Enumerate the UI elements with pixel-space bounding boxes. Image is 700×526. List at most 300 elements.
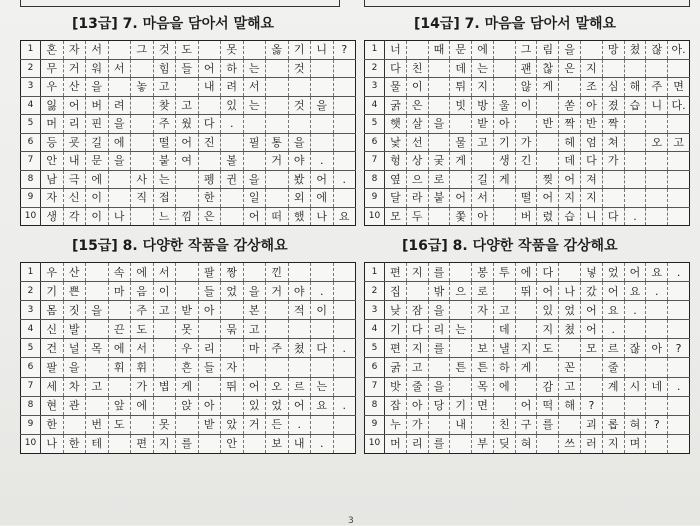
row-number: 1: [365, 41, 385, 60]
grid-cell: 이: [86, 207, 109, 226]
grid-cell: 신: [41, 320, 64, 339]
grid-row: [21, 282, 356, 301]
grid-cell: [131, 415, 154, 434]
grid-cell: [266, 59, 289, 78]
grid-cell: 머: [385, 434, 407, 453]
grid-cell: .: [288, 415, 311, 434]
grid-cell: [176, 282, 199, 301]
grid-cell: [450, 301, 472, 320]
grid-cell: 엄: [581, 133, 603, 152]
grid-cell: [559, 78, 581, 97]
grid-cell: 혼: [41, 41, 64, 60]
grid-row: [365, 396, 690, 415]
row-number: 7: [365, 152, 385, 171]
grid-cell: 구: [515, 415, 537, 434]
grid-cell: 등: [41, 133, 64, 152]
grid-cell: 서: [108, 59, 131, 78]
grid-cell: [311, 78, 334, 97]
grid-cell: 이: [311, 301, 334, 320]
grid-cell: [515, 377, 537, 396]
grid-cell: .: [221, 115, 244, 134]
row-number: 1: [365, 263, 385, 282]
grid-cell: 야: [288, 282, 311, 301]
grid-cell: 본: [243, 301, 266, 320]
grid-cell: 으: [406, 170, 428, 189]
grid-cell: 는: [153, 170, 176, 189]
grid-cell: 봉: [472, 263, 494, 282]
grid-cell: [108, 434, 131, 453]
row-number: 7: [365, 377, 385, 396]
grid-row: [365, 133, 690, 152]
writing-grid-15: [20, 262, 356, 454]
grid-row: [21, 339, 356, 358]
grid-cell: [515, 115, 537, 134]
grid-cell: 조: [581, 78, 603, 97]
grid-cell: 짝: [559, 115, 581, 134]
grid-cell: [176, 189, 199, 208]
grid-cell: 가: [602, 152, 624, 171]
row-number: 3: [365, 301, 385, 320]
grid-cell: 번: [86, 415, 109, 434]
grid-cell: 문: [86, 152, 109, 171]
grid-cell: 은: [198, 207, 221, 226]
grid-cell: 요: [602, 301, 624, 320]
grid-cell: 목: [472, 377, 494, 396]
grid-cell: 지: [537, 320, 559, 339]
grid-cell: 는: [311, 377, 334, 396]
grid-cell: 르: [288, 377, 311, 396]
grid-cell: 내: [198, 78, 221, 97]
grid-cell: 주: [131, 301, 154, 320]
grid-cell: 는: [243, 59, 266, 78]
row-number: 9: [21, 189, 41, 208]
grid-row: [365, 339, 690, 358]
grid-cell: [198, 41, 221, 60]
grid-cell: .: [668, 263, 690, 282]
grid-cell: [176, 170, 199, 189]
grid-row: [21, 320, 356, 339]
grid-cell: 에: [131, 263, 154, 282]
grid-cell: 서: [86, 41, 109, 60]
grid-cell: 을: [108, 115, 131, 134]
grid-cell: 받: [176, 301, 199, 320]
grid-cell: 한: [41, 415, 64, 434]
grid-cell: [86, 320, 109, 339]
grid-cell: 이: [153, 282, 176, 301]
grid-cell: 팔: [41, 358, 64, 377]
grid-cell: 투: [493, 263, 515, 282]
grid-cell: 이: [86, 189, 109, 208]
grid-cell: [288, 320, 311, 339]
grid-cell: [668, 170, 690, 189]
grid-cell: 필: [243, 133, 266, 152]
grid-cell: 두: [406, 207, 428, 226]
grid-cell: 고: [559, 377, 581, 396]
grid-cell: 우: [41, 263, 64, 282]
grid-cell: 지: [153, 434, 176, 453]
grid-cell: 습: [624, 96, 646, 115]
grid-cell: 아: [581, 96, 603, 115]
grid-cell: 요: [338, 209, 350, 223]
grid-cell: 모: [385, 207, 407, 226]
grid-cell: [266, 358, 289, 377]
grid-cell: 든: [266, 415, 289, 434]
row-number: 10: [21, 434, 41, 453]
previous-table-edge-left: [20, 0, 340, 7]
grid-cell: [646, 152, 668, 171]
grid-cell: 을: [63, 358, 86, 377]
grid-cell: 아: [406, 396, 428, 415]
grid-cell: 받: [198, 415, 221, 434]
row-number: 5: [365, 115, 385, 134]
grid-cell: 리: [428, 320, 450, 339]
grid-cell: 이: [406, 78, 428, 97]
grid-cell: 발: [63, 320, 86, 339]
row-number: 10: [21, 207, 41, 226]
grid-cell: [153, 396, 176, 415]
grid-cell: 져: [581, 170, 603, 189]
grid-cell: 꼰: [559, 358, 581, 377]
grid-cell: 면: [472, 396, 494, 415]
grid-cell: 다: [311, 339, 334, 358]
grid-cell: [243, 41, 266, 60]
writing-grid-16: [364, 262, 690, 454]
grid-cell: 몸: [41, 301, 64, 320]
grid-cell: 로: [428, 170, 450, 189]
grid-cell: 을: [428, 301, 450, 320]
row-number: 7: [21, 377, 41, 396]
grid-cell: 않: [515, 78, 537, 97]
grid-cell: 을: [86, 78, 109, 97]
grid-cell: 도: [537, 339, 559, 358]
grid-cell: 흔: [176, 358, 199, 377]
row-number: 8: [21, 170, 41, 189]
grid-cell: 지: [581, 189, 603, 208]
grid-cell: [333, 59, 356, 78]
grid-cell: 을: [108, 152, 131, 171]
grid-cell: [537, 358, 559, 377]
grid-cell: 앉: [176, 396, 199, 415]
grid-cell: 힘: [153, 59, 176, 78]
grid-cell: 어: [243, 207, 266, 226]
grid-cell: 를: [428, 434, 450, 453]
grid-cell: 건: [41, 339, 64, 358]
grid-cell: 는: [472, 59, 494, 78]
grid-row: [365, 415, 690, 434]
grid-cell: [668, 301, 690, 320]
grid-cell: 우: [41, 78, 64, 97]
grid-cell: 다.: [668, 96, 690, 115]
grid-cell: 각: [63, 207, 86, 226]
grid-cell: 하: [493, 358, 515, 377]
row-number: 4: [21, 96, 41, 115]
grid-cell: [472, 320, 494, 339]
grid-cell: 리: [198, 339, 221, 358]
grid-cell: 쁜: [63, 282, 86, 301]
grid-cell: 리: [406, 434, 428, 453]
grid-cell: 어: [602, 282, 624, 301]
grid-cell: 에: [472, 41, 494, 60]
grid-cell: [311, 133, 334, 152]
grid-cell: [559, 263, 581, 282]
grid-cell: 산: [63, 78, 86, 97]
grid-cell: 옆: [385, 170, 407, 189]
grid-cell: [221, 339, 244, 358]
grid-cell: [581, 377, 603, 396]
grid-cell: 고: [153, 78, 176, 97]
grid-cell: 선: [406, 133, 428, 152]
grid-cell: 렸: [537, 207, 559, 226]
grid-cell: [624, 115, 646, 134]
grid-cell: 아: [493, 115, 515, 134]
grid-cell: [624, 396, 646, 415]
grid-cell: [515, 320, 537, 339]
grid-cell: [176, 263, 199, 282]
grid-cell: 들: [198, 282, 221, 301]
row-number: 2: [21, 282, 41, 301]
row-number: 6: [21, 358, 41, 377]
grid-cell: 진: [198, 133, 221, 152]
grid-cell: 빗: [450, 96, 472, 115]
grid-cell: 못: [221, 41, 244, 60]
grid-cell: 데: [559, 152, 581, 171]
grid-cell: 쳤: [624, 41, 646, 60]
grid-cell: 서: [153, 263, 176, 282]
writing-grid-14: [364, 40, 690, 226]
grid-cell: 관: [63, 396, 86, 415]
grid-cell: 어: [450, 189, 472, 208]
grid-cell: 튼: [450, 358, 472, 377]
grid-cell: [198, 377, 221, 396]
grid-cell: 니: [646, 96, 668, 115]
grid-cell: [176, 78, 199, 97]
grid-cell: [333, 189, 356, 208]
grid-cell: 에: [108, 133, 131, 152]
grid-cell: 았: [221, 415, 244, 434]
grid-cell: 뛰: [221, 377, 244, 396]
grid-cell: 때: [428, 41, 450, 60]
grid-cell: [493, 78, 515, 97]
grid-cell: 롭: [602, 415, 624, 434]
grid-cell: 튼: [472, 358, 494, 377]
grid-cell: 워: [86, 59, 109, 78]
grid-cell: 했: [288, 207, 311, 226]
grid-cell: [450, 170, 472, 189]
grid-cell: 한: [198, 189, 221, 208]
grid-cell: 도: [176, 41, 199, 60]
grid-row: [21, 434, 356, 453]
grid-cell: [153, 339, 176, 358]
grid-cell: 기: [288, 41, 311, 60]
grid-cell: [624, 152, 646, 171]
grid-cell: .: [311, 282, 334, 301]
grid-cell: 아.: [668, 41, 690, 60]
grid-cell: 있: [221, 96, 244, 115]
grid-cell: 낼: [493, 339, 515, 358]
grid-cell: [63, 415, 86, 434]
grid-cell: 물: [450, 133, 472, 152]
grid-cell: [108, 189, 131, 208]
grid-cell: 에: [108, 339, 131, 358]
grid-cell: 을: [86, 301, 109, 320]
grid-cell: 옳: [266, 41, 289, 60]
grid-cell: [266, 115, 289, 134]
grid-cell: 서: [472, 189, 494, 208]
grid-row: [365, 189, 690, 208]
grid-cell: 도: [131, 320, 154, 339]
grid-cell: 방: [472, 96, 494, 115]
grid-cell: [333, 320, 356, 339]
grid-cell: [108, 78, 131, 97]
grid-cell: [493, 189, 515, 208]
grid-cell: 당: [428, 396, 450, 415]
grid-cell: 펭: [198, 170, 221, 189]
grid-cell: 친: [406, 59, 428, 78]
grid-row: [21, 96, 356, 115]
grid-cell: 귄: [221, 170, 244, 189]
grid-cell: [624, 133, 646, 152]
grid-cell: 테: [86, 434, 109, 453]
grid-row: [21, 115, 356, 134]
grid-cell: 반: [581, 115, 603, 134]
grid-cell: 낌: [176, 207, 199, 226]
grid-cell: [333, 415, 356, 434]
grid-cell: .: [333, 170, 356, 189]
grid-cell: 핀: [86, 115, 109, 134]
grid-cell: [668, 396, 690, 415]
grid-row: [21, 59, 356, 78]
grid-row: [21, 377, 356, 396]
grid-cell: [428, 96, 450, 115]
grid-cell: 내: [288, 434, 311, 453]
grid-cell: 게: [176, 377, 199, 396]
grid-cell: [333, 152, 356, 171]
grid-cell: 지: [515, 339, 537, 358]
grid-cell: 그: [131, 41, 154, 60]
grid-cell: 림: [537, 41, 559, 60]
grid-cell: .: [333, 396, 356, 415]
grid-cell: 을: [243, 170, 266, 189]
grid-cell: 넣: [581, 263, 603, 282]
grid-cell: 해: [624, 78, 646, 97]
grid-row: [365, 207, 690, 226]
grid-cell: [243, 358, 266, 377]
grid-cell: 아: [646, 339, 668, 358]
grid-cell: 오: [646, 133, 668, 152]
grid-cell: [450, 115, 472, 134]
grid-row: [365, 115, 690, 134]
grid-cell: [243, 434, 266, 453]
grid-cell: 잖: [646, 41, 668, 60]
grid-cell: [266, 170, 289, 189]
grid-cell: 남: [41, 170, 64, 189]
row-number: 6: [365, 358, 385, 377]
grid-cell: 려: [221, 78, 244, 97]
grid-cell: [108, 377, 131, 396]
grid-cell: [602, 170, 624, 189]
grid-cell: [333, 377, 356, 396]
grid-cell: [243, 115, 266, 134]
grid-cell: [153, 358, 176, 377]
grid-cell: ?: [668, 339, 690, 358]
grid-cell: 을: [559, 41, 581, 60]
grid-cell: 거: [266, 282, 289, 301]
grid-row: [365, 301, 690, 320]
grid-cell: 놓: [131, 78, 154, 97]
grid-cell: 며: [624, 434, 646, 453]
grid-cell: [333, 115, 356, 134]
grid-cell: [493, 41, 515, 60]
grid-cell: 사: [131, 170, 154, 189]
grid-cell: 감: [537, 377, 559, 396]
grid-cell: 모: [581, 339, 603, 358]
grid-cell: [668, 59, 690, 78]
grid-cell: [646, 358, 668, 377]
grid-cell: 굵: [385, 358, 407, 377]
grid-cell: 찮: [537, 59, 559, 78]
grid-cell: 쳤: [288, 339, 311, 358]
grid-cell: [311, 115, 334, 134]
grid-row: [365, 96, 690, 115]
grid-cell: [646, 396, 668, 415]
grid-cell: [221, 133, 244, 152]
grid-cell: 리: [63, 115, 86, 134]
grid-cell: 마: [243, 339, 266, 358]
grid-cell: 어: [198, 59, 221, 78]
grid-cell: .: [333, 339, 356, 358]
grid-row: [365, 377, 690, 396]
grid-cell: [288, 263, 311, 282]
grid-cell: 이: [515, 96, 537, 115]
grid-cell: 습: [559, 207, 581, 226]
grid-cell: 아: [472, 207, 494, 226]
grid-cell: 밖: [428, 282, 450, 301]
grid-cell: [646, 59, 668, 78]
grid-cell: [221, 189, 244, 208]
grid-cell: [198, 96, 221, 115]
grid-cell: 일: [243, 189, 266, 208]
grid-cell: 데: [450, 59, 472, 78]
grid-cell: [288, 115, 311, 134]
grid-cell: 아: [198, 301, 221, 320]
grid-cell: [108, 301, 131, 320]
grid-cell: 떨: [153, 133, 176, 152]
grid-cell: 너: [385, 41, 407, 60]
grid-cell: 살: [406, 115, 428, 134]
grid-cell: [602, 396, 624, 415]
grid-cell: [243, 263, 266, 282]
page-number: 3: [348, 516, 354, 526]
grid-cell: 낮: [385, 301, 407, 320]
grid-cell: 휘: [108, 358, 131, 377]
grid-cell: 게: [537, 78, 559, 97]
grid-cell: 자: [221, 358, 244, 377]
grid-cell: 에: [515, 263, 537, 282]
grid-cell: [288, 358, 311, 377]
row-number: 3: [21, 78, 41, 97]
grid-cell: [311, 320, 334, 339]
grid-cell: 자: [472, 301, 494, 320]
grid-cell: 가: [131, 377, 154, 396]
grid-cell: 망: [602, 41, 624, 60]
grid-cell: [537, 96, 559, 115]
grid-cell: [266, 301, 289, 320]
grid-cell: 어: [515, 396, 537, 415]
grid-cell: [333, 301, 356, 320]
grid-cell: 내: [450, 415, 472, 434]
grid-cell: 쳐: [602, 133, 624, 152]
grid-cell: [624, 170, 646, 189]
